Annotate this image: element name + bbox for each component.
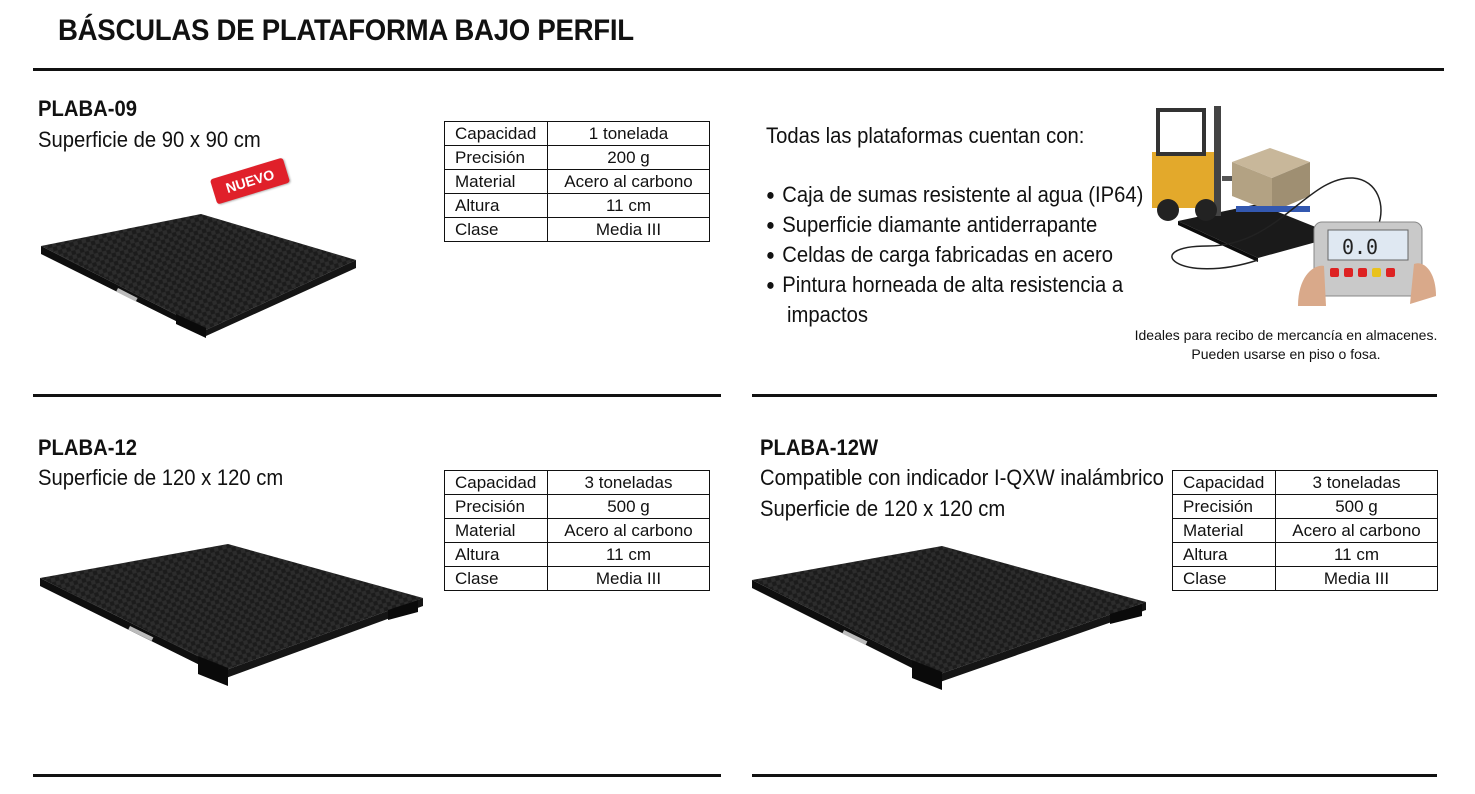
spec-row (1173, 495, 1438, 519)
spec-table (444, 121, 710, 242)
spec-label: Altura (1173, 543, 1276, 567)
forklift-indicator-image (1148, 96, 1436, 308)
spec-label: Material (1173, 519, 1276, 543)
spec-label: Precisión (445, 146, 548, 170)
product-surface: Superficie de 120 x 120 cm (760, 496, 1006, 521)
spec-label: Capacidad (1173, 471, 1276, 495)
spec-value: Acero al carbono (1276, 519, 1438, 543)
spec-label: Capacidad (445, 122, 548, 146)
spec-row (445, 495, 710, 519)
image-caption: Ideales para recibo de mercancía en almacenes. Pueden usarse en piso o fosa. (1134, 327, 1438, 362)
spec-row (445, 194, 710, 218)
spec-row (1173, 543, 1438, 567)
bottom-divider-right (752, 774, 1437, 777)
spec-row (445, 567, 710, 591)
indicator-readout: 0.0 (1341, 235, 1379, 259)
product-surface: Superficie de 120 x 120 cm (38, 465, 284, 490)
bullet-icon: ● (766, 217, 775, 234)
product-model: PLABA-09 (38, 96, 137, 121)
spec-label: Altura (445, 194, 548, 218)
spec-row (445, 122, 710, 146)
spec-value: Acero al carbono (548, 170, 710, 194)
spec-value: 11 cm (1276, 543, 1438, 567)
section-divider-left (33, 394, 721, 397)
spec-label: Clase (1173, 567, 1276, 591)
spec-value: 11 cm (548, 543, 710, 567)
spec-value: 3 toneladas (548, 471, 710, 495)
spec-row (1173, 519, 1438, 543)
new-badge: NUEVO (210, 157, 290, 204)
product-model: PLABA-12 (38, 435, 137, 460)
spec-row (445, 170, 710, 194)
spec-value: 3 toneladas (1276, 471, 1438, 495)
section-divider-right (752, 394, 1437, 397)
spec-value: 200 g (548, 146, 710, 170)
feature-item: ● Superficie diamante antiderrapante (766, 212, 1098, 237)
spec-label: Precisión (1173, 495, 1276, 519)
spec-label: Material (445, 170, 548, 194)
platform-image (36, 210, 366, 340)
page-title: BÁSCULAS DE PLATAFORMA BAJO PERFIL (58, 14, 634, 47)
platform-image (750, 542, 1150, 692)
spec-value: Media III (548, 567, 710, 591)
spec-label: Material (445, 519, 548, 543)
product-compatibility: Compatible con indicador I-QXW inalámbrico (760, 465, 1164, 490)
bullet-icon: ● (766, 247, 775, 264)
spec-value: 1 tonelada (548, 122, 710, 146)
spec-row (445, 218, 710, 242)
spec-label: Precisión (445, 495, 548, 519)
spec-value: Media III (1276, 567, 1438, 591)
spec-value: Acero al carbono (548, 519, 710, 543)
title-divider (33, 68, 1444, 71)
spec-table (444, 470, 710, 591)
spec-value: Media III (548, 218, 710, 242)
features-title: Todas las plataformas cuentan con: (766, 123, 1085, 148)
spec-row (445, 543, 710, 567)
spec-row (445, 519, 710, 543)
spec-row (445, 146, 710, 170)
spec-label: Clase (445, 567, 548, 591)
spec-label: Capacidad (445, 471, 548, 495)
spec-value: 500 g (1276, 495, 1438, 519)
spec-table (1172, 470, 1438, 591)
feature-item: ● Caja de sumas resistente al agua (IP64) (766, 182, 1144, 207)
spec-value: 500 g (548, 495, 710, 519)
bullet-icon: ● (766, 277, 775, 294)
spec-value: 11 cm (548, 194, 710, 218)
spec-row (1173, 471, 1438, 495)
feature-item: ● Celdas de carga fabricadas en acero (766, 242, 1114, 267)
platform-image (38, 540, 428, 690)
bullet-icon: ● (766, 187, 775, 204)
spec-label: Clase (445, 218, 548, 242)
product-model: PLABA-12W (760, 435, 879, 460)
feature-item: ● Pintura horneada de alta resistencia a (766, 272, 1124, 297)
spec-label: Altura (445, 543, 548, 567)
spec-row (1173, 567, 1438, 591)
product-surface: Superficie de 90 x 90 cm (38, 127, 261, 152)
feature-item-continued: impactos (787, 302, 869, 327)
spec-row (445, 471, 710, 495)
bottom-divider-left (33, 774, 721, 777)
